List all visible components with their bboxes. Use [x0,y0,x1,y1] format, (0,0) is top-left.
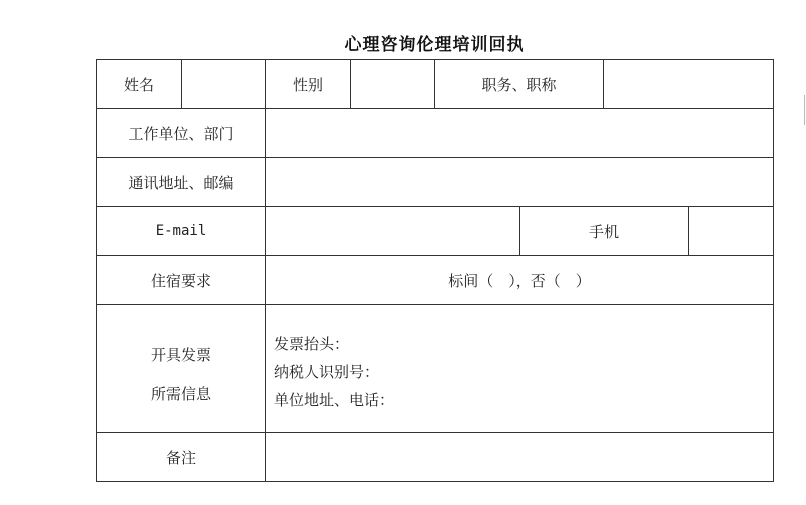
work-unit-field[interactable] [266,109,774,158]
mobile-label: 手机 [520,207,689,256]
position-field[interactable] [604,60,774,109]
mobile-field[interactable] [689,207,774,256]
taxpayer-id-label: 纳税人识别号： [274,362,380,381]
row-lodging [97,256,774,305]
lodging-options[interactable]: 标间（ ），否（ ） [266,256,774,305]
row-remarks [97,433,774,482]
invoice-label-cell [97,305,266,433]
work-unit-label: 工作单位、部门 [97,109,266,158]
invoice-label-line2: 所需信息 [150,384,211,403]
registration-form-table [96,59,774,482]
unit-address-phone-label: 单位地址、电话： [274,390,395,409]
address-label: 通讯地址、邮编 [97,158,266,207]
email-label: E-mail [97,207,266,256]
address-field[interactable] [266,158,774,207]
email-field[interactable] [266,207,520,256]
invoice-title-label: 发票抬头： [274,334,350,353]
form-title: 心理咨询伦理培训回执 [344,35,525,55]
row-invoice [97,305,774,433]
remarks-label: 备注 [97,433,266,482]
lodging-label: 住宿要求 [97,256,266,305]
invoice-label-line1: 开具发票 [150,345,211,364]
gender-field[interactable] [351,60,435,109]
invoice-info-field[interactable] [266,305,774,433]
row-email-mobile [97,207,774,256]
page-edge-divider [804,95,805,125]
remarks-field[interactable] [266,433,774,482]
position-label: 职务、职称 [435,60,604,109]
row-name-gender-position [97,60,774,109]
row-work-unit [97,109,774,158]
name-label: 姓名 [97,60,182,109]
name-field[interactable] [182,60,266,109]
gender-label: 性别 [266,60,351,109]
row-address [97,158,774,207]
